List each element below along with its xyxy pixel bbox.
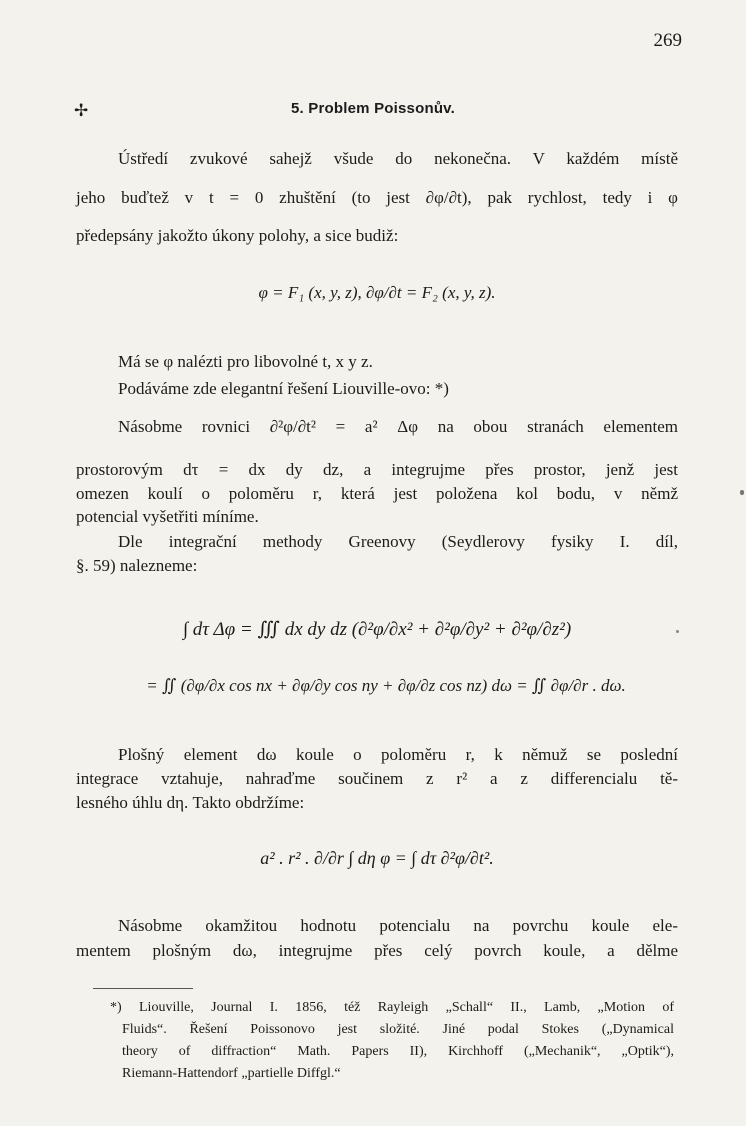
ornament-mark: ✢ bbox=[74, 101, 89, 120]
print-speck bbox=[740, 490, 744, 495]
text-line: Plošný element dω koule o poloměru r, k němuž se poslední bbox=[118, 745, 678, 764]
text-line: omezen koulí o poloměru r, která jest položena kol bodu, v němž bbox=[76, 484, 678, 503]
text-line: Násobme okamžitou hodnotu potencialu na povrchu koule ele- bbox=[118, 916, 678, 935]
text-line: předepsány jakožto úkony polohy, a sice budiž: bbox=[76, 226, 399, 245]
text-line: §. 59) nalezneme: bbox=[76, 556, 198, 575]
text-line: jeho buďtež v t = 0 zhuštění (to jest ∂φ/∂t), pak rychlost, tedy i φ bbox=[76, 188, 678, 207]
footnote-rule bbox=[93, 988, 193, 989]
text-line: lesného úhlu dη. Takto obdržíme: bbox=[76, 793, 305, 812]
equation: = ∬ (∂φ/∂x cos nx + ∂φ/∂y cos ny + ∂φ/∂z cos nz) dω = ∬ ∂φ/∂r . dω. bbox=[146, 676, 626, 695]
footnote-line: *) Liouville, Journal I. 1856, též Rayleigh „Schall“ II., Lamb, „Motion of bbox=[110, 1000, 674, 1015]
footnote-line: theory of diffraction“ Math. Papers II), Kirchhoff („Mechanik“, „Optik“), bbox=[122, 1044, 674, 1059]
text-line: Dle integrační methody Greenovy (Seydlerovy fysiky I. díl, bbox=[118, 532, 678, 551]
equation: a² . r² . ∂/∂r ∫ dη φ = ∫ dτ ∂²φ/∂t². bbox=[260, 848, 494, 868]
text-line: mentem plošným dω, integrujme přes celý povrch koule, a dělme bbox=[76, 941, 678, 960]
print-speck bbox=[676, 630, 679, 633]
page-number: 269 bbox=[653, 30, 682, 51]
text-line: Ústředí zvukové sahejž všude do nekonečna. V každém místě bbox=[118, 149, 678, 168]
section-heading: 5. Problem Poissonův. bbox=[291, 100, 455, 117]
footnote-line: Fluids“. Řešení Poissonovo jest složité. Jiné podal Stokes („Dynamical bbox=[122, 1022, 674, 1037]
text-line: integrace vztahuje, nahraďme součinem z r² a z differencialu tě- bbox=[76, 769, 678, 788]
text-line: Násobme rovnici ∂²φ/∂t² = a² Δφ na obou stranách elementem bbox=[118, 417, 678, 436]
text-line: prostorovým dτ = dx dy dz, a integrujme přes prostor, jenž jest bbox=[76, 460, 678, 479]
text-line: potencial vyšetřiti míníme. bbox=[76, 507, 259, 526]
equation: φ = F₁ (x, y, z), ∂φ/∂t = F₂ (x, y, z). bbox=[258, 283, 496, 302]
footnote-line: Riemann-Hattendorf „partielle Diffgl.“ bbox=[122, 1066, 341, 1081]
equation: ∫ dτ Δφ = ∭ dx dy dz (∂²φ/∂x² + ∂²φ/∂y² + ∂²φ/∂z²) bbox=[182, 619, 572, 640]
text-line: Podáváme zde elegantní řešení Liouville-ovo: *) bbox=[118, 379, 449, 398]
text-line: Má se φ nalézti pro libovolné t, x y z. bbox=[118, 352, 373, 371]
